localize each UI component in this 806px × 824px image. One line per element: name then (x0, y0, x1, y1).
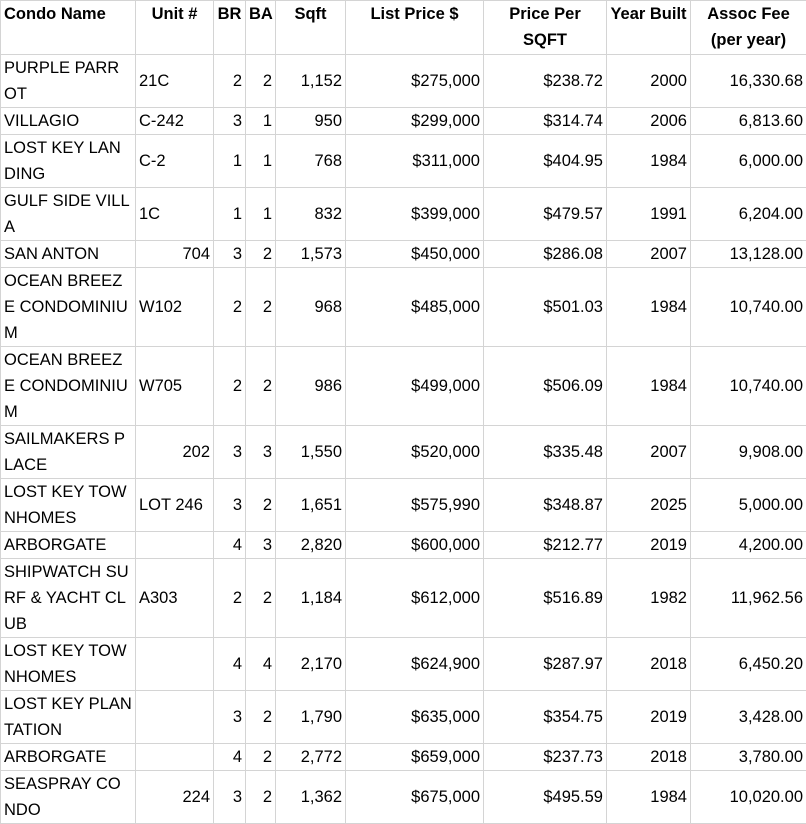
table-row (1, 268, 806, 347)
list-price-cell: $624,900 (346, 638, 484, 691)
condo-name-cell: SAILMAKERS PLACE (1, 426, 136, 479)
year-built-cell: 2006 (607, 108, 691, 135)
header-condo-name: Condo Name (1, 1, 136, 55)
unit-cell: W705 (136, 347, 214, 426)
list-price-cell: $659,000 (346, 744, 484, 771)
table-row (1, 241, 806, 268)
unit-cell (136, 638, 214, 691)
assoc-fee-cell: 16,330.68 (691, 55, 806, 108)
br-cell: 2 (214, 559, 246, 638)
table-row (1, 771, 806, 824)
list-price-cell: $499,000 (346, 347, 484, 426)
sqft-cell: 1,550 (276, 426, 346, 479)
br-cell: 3 (214, 479, 246, 532)
sqft-cell: 768 (276, 135, 346, 188)
unit-cell: 202 (136, 426, 214, 479)
br-cell: 2 (214, 347, 246, 426)
ba-cell: 1 (246, 108, 276, 135)
table-row (1, 532, 806, 559)
sqft-cell: 986 (276, 347, 346, 426)
header-list-price: List Price $ (346, 1, 484, 55)
ba-cell: 2 (246, 241, 276, 268)
list-price-cell: $485,000 (346, 268, 484, 347)
table-row (1, 638, 806, 691)
price-per-sqft-cell: $286.08 (484, 241, 607, 268)
condo-name-cell: VILLAGIO (1, 108, 136, 135)
br-cell: 4 (214, 638, 246, 691)
header-row (1, 1, 806, 55)
sqft-cell: 1,362 (276, 771, 346, 824)
br-cell: 4 (214, 744, 246, 771)
year-built-cell: 1984 (607, 135, 691, 188)
year-built-cell: 1991 (607, 188, 691, 241)
assoc-fee-cell: 6,000.00 (691, 135, 806, 188)
year-built-cell: 1982 (607, 559, 691, 638)
unit-cell: 704 (136, 241, 214, 268)
br-cell: 1 (214, 188, 246, 241)
condo-name-cell: SHIPWATCH SURF & YACHT CLUB (1, 559, 136, 638)
unit-cell: 21C (136, 55, 214, 108)
year-built-cell: 1984 (607, 771, 691, 824)
list-price-cell: $600,000 (346, 532, 484, 559)
list-price-cell: $311,000 (346, 135, 484, 188)
br-cell: 3 (214, 108, 246, 135)
list-price-cell: $575,990 (346, 479, 484, 532)
unit-cell: LOT 246 (136, 479, 214, 532)
price-per-sqft-cell: $212.77 (484, 532, 607, 559)
price-per-sqft-cell: $516.89 (484, 559, 607, 638)
year-built-cell: 1984 (607, 268, 691, 347)
price-per-sqft-cell: $238.72 (484, 55, 607, 108)
table-row (1, 559, 806, 638)
list-price-cell: $450,000 (346, 241, 484, 268)
price-per-sqft-cell: $404.95 (484, 135, 607, 188)
assoc-fee-cell: 5,000.00 (691, 479, 806, 532)
ba-cell: 2 (246, 55, 276, 108)
price-per-sqft-cell: $495.59 (484, 771, 607, 824)
header-sqft: Sqft (276, 1, 346, 55)
ba-cell: 2 (246, 691, 276, 744)
br-cell: 1 (214, 135, 246, 188)
sqft-cell: 1,573 (276, 241, 346, 268)
assoc-fee-cell: 6,204.00 (691, 188, 806, 241)
unit-cell (136, 532, 214, 559)
table-row (1, 55, 806, 108)
header-price-per-sqft: Price Per SQFT (484, 1, 607, 55)
sqft-cell: 968 (276, 268, 346, 347)
assoc-fee-cell: 10,740.00 (691, 268, 806, 347)
assoc-fee-cell: 4,200.00 (691, 532, 806, 559)
list-price-cell: $299,000 (346, 108, 484, 135)
assoc-fee-cell: 10,740.00 (691, 347, 806, 426)
price-per-sqft-cell: $354.75 (484, 691, 607, 744)
ba-cell: 1 (246, 135, 276, 188)
condo-name-cell: OCEAN BREEZE CONDOMINIUM (1, 268, 136, 347)
condo-name-cell: LOST KEY LANDING (1, 135, 136, 188)
unit-cell: A303 (136, 559, 214, 638)
sqft-cell: 1,152 (276, 55, 346, 108)
sqft-cell: 1,184 (276, 559, 346, 638)
unit-cell (136, 691, 214, 744)
ba-cell: 2 (246, 744, 276, 771)
year-built-cell: 2000 (607, 55, 691, 108)
list-price-cell: $399,000 (346, 188, 484, 241)
assoc-fee-cell: 9,908.00 (691, 426, 806, 479)
ba-cell: 1 (246, 188, 276, 241)
sqft-cell: 2,772 (276, 744, 346, 771)
year-built-cell: 2025 (607, 479, 691, 532)
list-price-cell: $675,000 (346, 771, 484, 824)
br-cell: 3 (214, 691, 246, 744)
assoc-fee-cell: 6,450.20 (691, 638, 806, 691)
condo-name-cell: ARBORGATE (1, 744, 136, 771)
condo-name-cell: LOST KEY TOWNHOMES (1, 479, 136, 532)
price-per-sqft-cell: $335.48 (484, 426, 607, 479)
condo-name-cell: SAN ANTON (1, 241, 136, 268)
year-built-cell: 2018 (607, 744, 691, 771)
br-cell: 3 (214, 241, 246, 268)
price-per-sqft-cell: $501.03 (484, 268, 607, 347)
assoc-fee-cell: 3,428.00 (691, 691, 806, 744)
header-assoc-fee: Assoc Fee (per year) (691, 1, 806, 55)
year-built-cell: 2019 (607, 691, 691, 744)
condo-name-cell: LOST KEY PLANTATION (1, 691, 136, 744)
assoc-fee-cell: 3,780.00 (691, 744, 806, 771)
list-price-cell: $612,000 (346, 559, 484, 638)
ba-cell: 3 (246, 532, 276, 559)
year-built-cell: 2018 (607, 638, 691, 691)
ba-cell: 4 (246, 638, 276, 691)
sqft-cell: 1,651 (276, 479, 346, 532)
year-built-cell: 1984 (607, 347, 691, 426)
sqft-cell: 832 (276, 188, 346, 241)
price-per-sqft-cell: $314.74 (484, 108, 607, 135)
ba-cell: 2 (246, 268, 276, 347)
br-cell: 2 (214, 55, 246, 108)
year-built-cell: 2007 (607, 426, 691, 479)
assoc-fee-cell: 11,962.56 (691, 559, 806, 638)
condo-name-cell: GULF SIDE VILLA (1, 188, 136, 241)
ba-cell: 3 (246, 426, 276, 479)
ba-cell: 2 (246, 771, 276, 824)
year-built-cell: 2019 (607, 532, 691, 559)
condo-name-cell: ARBORGATE (1, 532, 136, 559)
br-cell: 3 (214, 426, 246, 479)
assoc-fee-cell: 10,020.00 (691, 771, 806, 824)
list-price-cell: $635,000 (346, 691, 484, 744)
condo-name-cell: SEASPRAY CONDO (1, 771, 136, 824)
unit-cell: C-2 (136, 135, 214, 188)
ba-cell: 2 (246, 347, 276, 426)
unit-cell: C-242 (136, 108, 214, 135)
table-row (1, 691, 806, 744)
table-row (1, 108, 806, 135)
unit-cell: 224 (136, 771, 214, 824)
sqft-cell: 2,820 (276, 532, 346, 559)
header-year-built: Year Built (607, 1, 691, 55)
table-row (1, 188, 806, 241)
unit-cell: W102 (136, 268, 214, 347)
unit-cell: 1C (136, 188, 214, 241)
condo-name-cell: PURPLE PARROT (1, 55, 136, 108)
assoc-fee-cell: 13,128.00 (691, 241, 806, 268)
table-row (1, 347, 806, 426)
table-row (1, 135, 806, 188)
price-per-sqft-cell: $287.97 (484, 638, 607, 691)
price-per-sqft-cell: $348.87 (484, 479, 607, 532)
condo-name-cell: OCEAN BREEZE CONDOMINIUM (1, 347, 136, 426)
price-per-sqft-cell: $506.09 (484, 347, 607, 426)
list-price-cell: $275,000 (346, 55, 484, 108)
br-cell: 4 (214, 532, 246, 559)
table-row (1, 426, 806, 479)
price-per-sqft-cell: $237.73 (484, 744, 607, 771)
price-per-sqft-cell: $479.57 (484, 188, 607, 241)
sqft-cell: 2,170 (276, 638, 346, 691)
ba-cell: 2 (246, 479, 276, 532)
condo-name-cell: LOST KEY TOWNHOMES (1, 638, 136, 691)
br-cell: 2 (214, 268, 246, 347)
br-cell: 3 (214, 771, 246, 824)
table-row (1, 744, 806, 771)
header-br: BR (214, 1, 246, 55)
unit-cell (136, 744, 214, 771)
header-unit: Unit # (136, 1, 214, 55)
assoc-fee-cell: 6,813.60 (691, 108, 806, 135)
ba-cell: 2 (246, 559, 276, 638)
table-row (1, 479, 806, 532)
sqft-cell: 1,790 (276, 691, 346, 744)
list-price-cell: $520,000 (346, 426, 484, 479)
header-ba: BA (246, 1, 276, 55)
sqft-cell: 950 (276, 108, 346, 135)
year-built-cell: 2007 (607, 241, 691, 268)
